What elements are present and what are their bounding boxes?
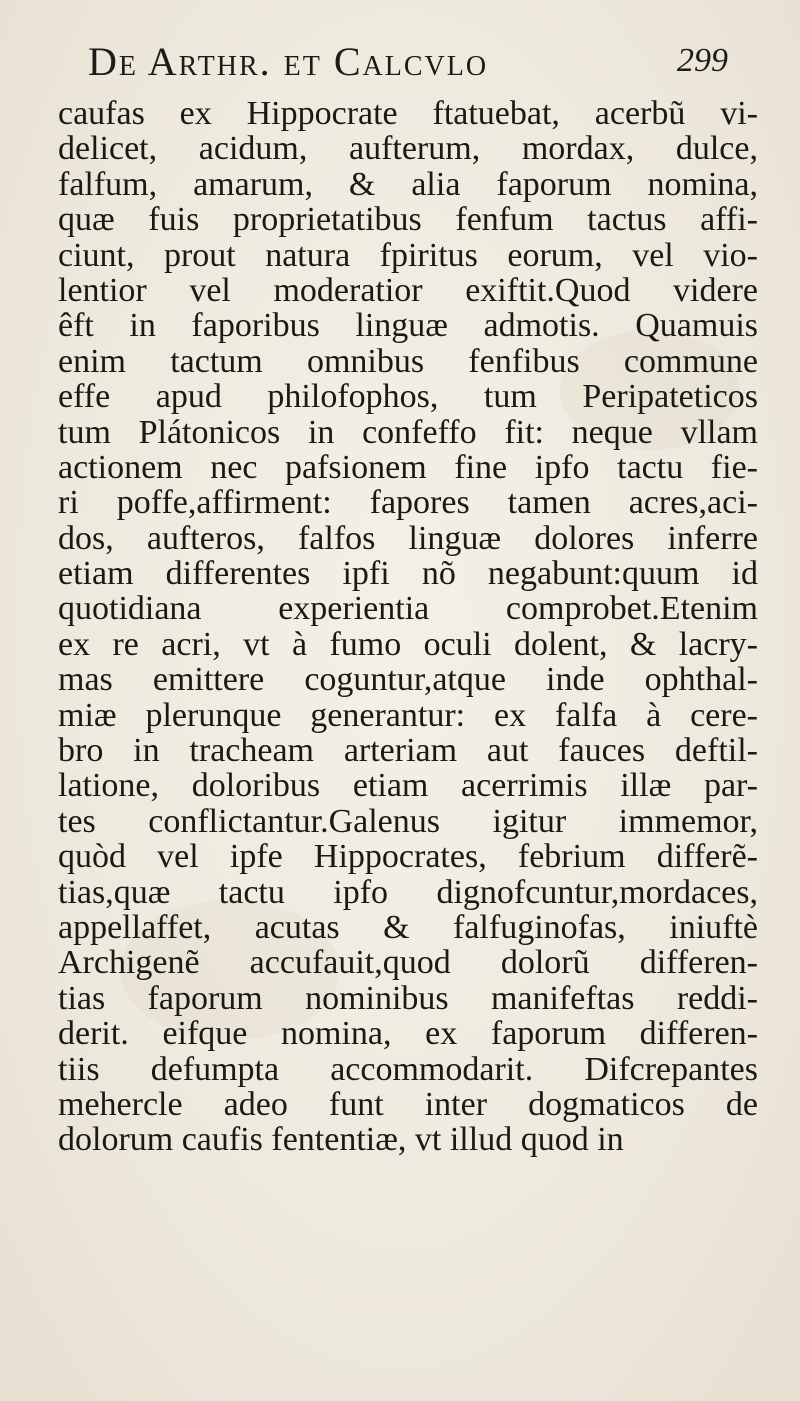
page-number: 299 xyxy=(677,42,728,79)
text-line: tias faporum nominibus manifeftas reddi- xyxy=(58,980,758,1017)
text-line: appellaffet, acutas & falfuginofas, iniuftè xyxy=(58,909,758,946)
text-line: dos, aufteros, falfos linguæ dolores inferre xyxy=(58,520,758,557)
text-line: mas emittere coguntur,atque inde ophthal- xyxy=(58,662,758,698)
text-line: quòd vel ipfe Hippocrates, febrium differẽ- xyxy=(58,839,758,875)
text-line: actionem nec pafsionem fine ipfo tactu fie- xyxy=(58,449,758,486)
text-line: quæ fuis proprietatibus fenfum tactus affi- xyxy=(58,202,758,238)
text-line: ex re acri, vt à fumo oculi dolent, & lacry- xyxy=(58,626,758,663)
text-line: falfum, amarum, & alia faporum nomina, xyxy=(58,166,758,203)
body-text xyxy=(58,96,758,1158)
text-line: quotidiana experientia comprobet.Etenim xyxy=(58,591,758,627)
text-line: ciunt, prout natura fpiritus eorum, vel vio- xyxy=(58,237,758,273)
text-line: bro in tracheam arteriam aut fauces deftil- xyxy=(58,733,758,769)
running-head-title: De Arthr. et Calcvlo xyxy=(88,39,489,84)
text-line: latione, doloribus etiam acerrimis illæ par- xyxy=(58,768,758,804)
text-line: êft in faporibus linguæ admotis. Quamuis xyxy=(58,308,758,344)
text-line: miæ plerunque generantur: ex falfa à cere- xyxy=(58,697,758,734)
text-line: lentior vel moderatior exiftit.Quod videre xyxy=(58,272,758,309)
running-head xyxy=(88,38,728,94)
text-line: tes conflictantur.Galenus igitur immemor, xyxy=(58,803,758,840)
text-line: dolorum caufis fententiæ, vt illud quod in xyxy=(58,1122,624,1158)
text-line: tiis defumpta accommodarit. Difcrepantes xyxy=(58,1051,758,1087)
text-line: derit. eifque nomina, ex faporum differen- xyxy=(58,1016,758,1052)
text-line: delicet, acidum, aufterum, mordax, dulce, xyxy=(58,131,758,167)
text-line: tum Plátonicos in confeffo fit: neque vllam xyxy=(58,414,758,450)
text-line: effe apud philofophos, tum Peripateticos xyxy=(58,379,758,415)
text-line: mehercle adeo funt inter dogmaticos de xyxy=(58,1086,758,1123)
text-line: etiam differentes ipfi nõ negabunt:quum id xyxy=(58,556,758,592)
text-line: tias,quæ tactu ipfo dignofcuntur,mordaces, xyxy=(58,874,758,910)
text-line: caufas ex Hippocrate ftatuebat, acerbũ vi- xyxy=(58,96,758,132)
text-line: ri poffe,affirment: fapores tamen acres,aci- xyxy=(58,485,758,521)
text-line: Archigenẽ accufauit,quod dolorũ differen- xyxy=(58,945,758,981)
text-line: enim tactum omnibus fenfibus commune xyxy=(58,343,758,380)
